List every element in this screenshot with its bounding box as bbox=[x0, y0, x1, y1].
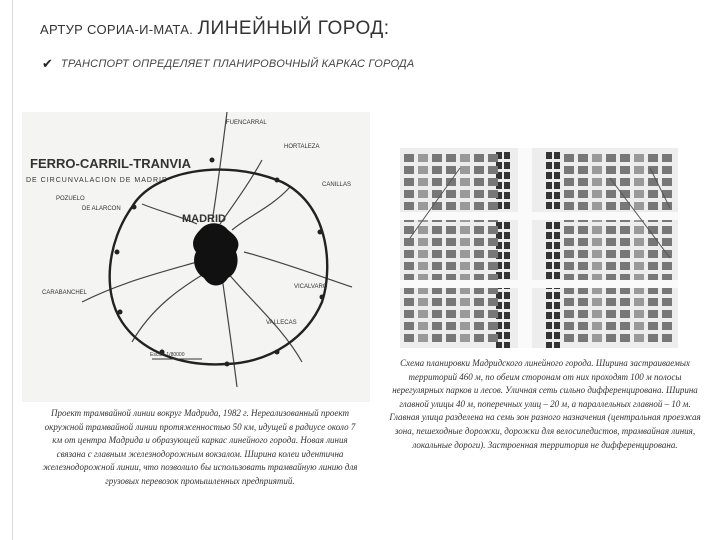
left-divider-line bbox=[12, 0, 13, 540]
map-place-pozuelo: POZUELO bbox=[56, 196, 85, 202]
title-author: АРТУР СОРИА-И-МАТА. bbox=[40, 22, 194, 37]
map-place-alarcon: DE ALARCON bbox=[82, 206, 121, 212]
caption-linear-city: Схема планировки Мадридского линейного города. Ширина застраиваемых территорий 460 м, по обеим сторонам от них проходят 100 м полосы нерегулярных парков и лесов. Уличная сеть сильно дифференцирована. Ширина главной улицы 40 м, поперечных улиц – 20 м, а параллельных главной – 10 м. Главная улица разделена на семь зон разного назначения (центральная проезжая зона, пешеходные дорожки, дорожки для велосипедистов, трамвайная линия, локальные дороги). Застроенная территория не дифференцирована. bbox=[389, 358, 701, 450]
map-heading: FERRO-CARRIL-TRANVIA bbox=[30, 156, 192, 171]
map-place-fuencarral: FUENCARRAL bbox=[226, 120, 267, 126]
check-icon: ✔ bbox=[42, 56, 53, 71]
map-subheading: DE CIRCUNVALACION DE MADRID bbox=[26, 177, 168, 184]
map-place-vicalvaro: VICALVARO bbox=[294, 284, 328, 290]
slide-title bbox=[40, 18, 390, 40]
linear-city-plan bbox=[400, 148, 678, 348]
title-topic: ЛИНЕЙНЫЙ ГОРОД: bbox=[197, 18, 390, 39]
map-place-vallecas: VALLECAS bbox=[266, 320, 297, 326]
map-place-canillas: CANILLAS bbox=[322, 182, 352, 188]
map-place-hortaleza: HORTALEZA bbox=[284, 144, 320, 150]
caption-tram-project: Проект трамвайной линии вокруг Мадрида, 1982 г. Нереализованный проект окружной трамвайной линии протяженностью 50 км, идущей в радиусе около 7 км от центра Мадрида и образующей каркас линейного города. Новая линия связана с главным железнодорожным вокзалом. Ширина колеи идентична железнодорожной линии, что позволило бы использовать трамвайную линию для грузовых перевозок промышленных предприятий. bbox=[42, 408, 358, 486]
bullet-point bbox=[42, 56, 414, 72]
bullet-text: ТРАНСПОРТ ОПРЕДЕЛЯЕТ ПЛАНИРОВОЧНЫЙ КАРКАС ГОРОДА bbox=[60, 58, 415, 70]
map-city-label: MADRID bbox=[182, 213, 226, 225]
map-scale: Escala 1/80000 bbox=[150, 352, 185, 358]
madrid-tram-map bbox=[22, 112, 370, 402]
map-place-carabanchel: CARABANCHEL bbox=[42, 290, 88, 296]
